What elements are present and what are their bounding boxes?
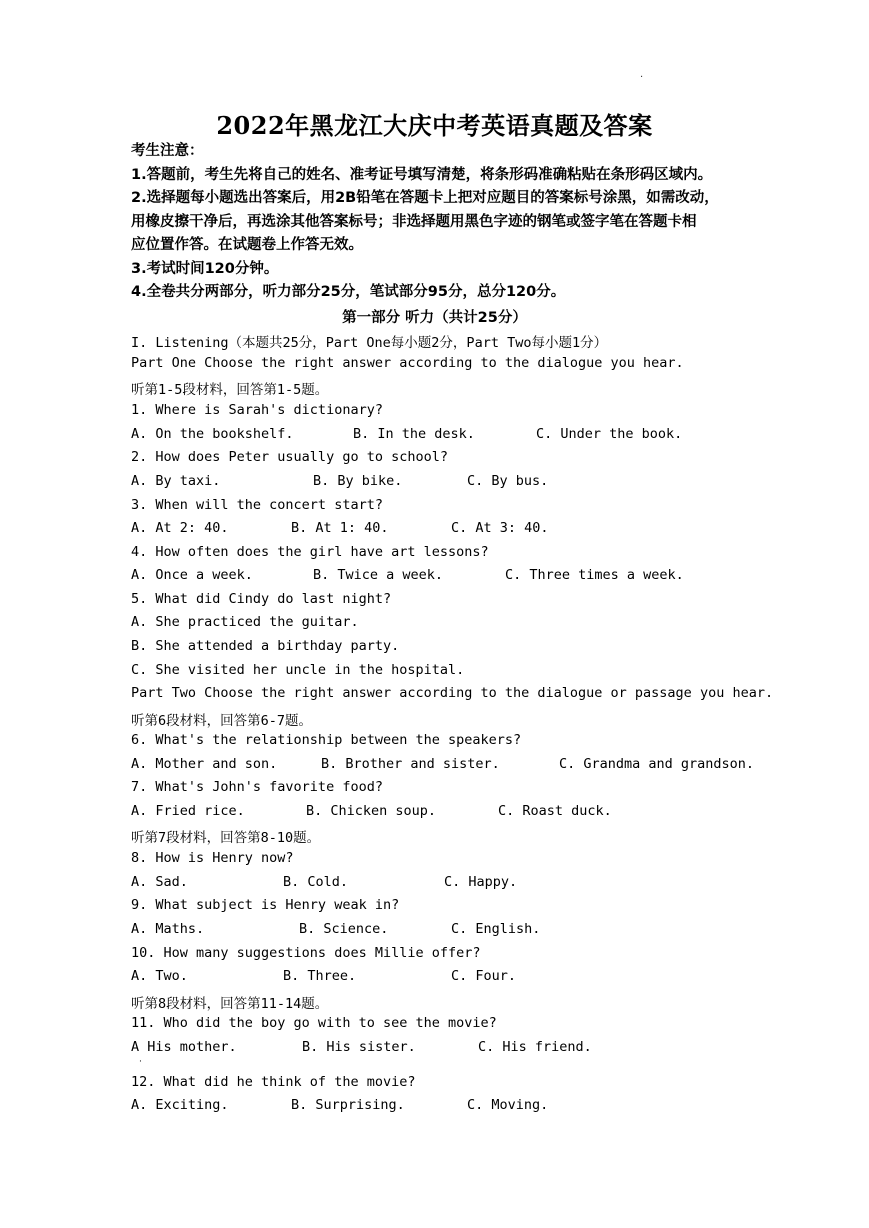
option-a: A. Two.	[131, 968, 188, 984]
option-c: C. By bus.	[467, 473, 549, 489]
option-a: A. Maths.	[131, 921, 205, 937]
question-text: 9. What subject is Henry weak in?	[131, 897, 400, 913]
option-c: C. Three times a week.	[505, 567, 684, 583]
option-a: A. On the bookshelf.	[131, 426, 294, 442]
question-text: 1. Where is Sarah's dictionary?	[131, 402, 383, 418]
option-a: A His mother.	[131, 1039, 237, 1055]
question-text: 4. How often does the girl have art lessons?	[131, 544, 489, 560]
option-c: C. Happy.	[444, 874, 518, 890]
question-text: 7. What's John's favorite food?	[131, 779, 383, 795]
option-a: A. Exciting.	[131, 1097, 229, 1113]
notice-line: 4.全卷共分两部分，听力部分25分，笔试部分95分，总分120分。	[131, 284, 566, 300]
option-c: C. At 3: 40.	[451, 520, 549, 536]
question-text: 11. Who did the boy go with to see the movie?	[131, 1015, 497, 1031]
option-c: C. She visited her uncle in the hospital.	[131, 662, 465, 678]
notice-line: 3.考试时间120分钟。	[131, 260, 279, 277]
option-b: B. In the desk.	[353, 426, 475, 442]
option-a: A. Fried rice.	[131, 803, 245, 819]
question-text: 8. How is Henry now?	[131, 850, 294, 866]
segment-instruction: 听第6段材料，回答第6-7题。	[131, 713, 313, 729]
part-two-instruction: Part Two Choose the right answer according to the dialogue or passage you hear.	[131, 685, 774, 701]
option-c: C. Grandma and grandson.	[559, 756, 755, 772]
notice-heading: 考生注意：	[131, 143, 204, 159]
option-a: A. Sad.	[131, 874, 188, 890]
option-b: B. Science.	[299, 921, 389, 937]
option-a: A. Mother and son.	[131, 756, 278, 772]
question-text: 5. What did Cindy do last night?	[131, 591, 392, 607]
page-mark: ·	[640, 72, 644, 83]
question-text: 12. What did he think of the movie?	[131, 1074, 416, 1090]
notice-line: 1.答题前，考生先将自己的姓名、准考证号填写清楚，将条形码准确粘贴在条形码区域内。	[131, 166, 713, 183]
option-a: A. By taxi.	[131, 473, 221, 489]
option-c: C. Roast duck.	[498, 803, 612, 819]
option-a: A. She practiced the guitar.	[131, 614, 359, 630]
option-a: A. At 2: 40.	[131, 520, 229, 536]
option-b: B. Brother and sister.	[321, 756, 500, 772]
notice-line: 2.选择题每小题选出答案后，用2B铅笔在答题卡上把对应题目的答案标号涂黑，如需改动，	[131, 190, 719, 206]
stray-mark: ·	[139, 1057, 142, 1067]
option-b: B. Surprising.	[291, 1097, 405, 1113]
part-one-instruction: Part One Choose the right answer according to the dialogue you hear.	[131, 355, 684, 371]
option-b: B. Three.	[283, 968, 357, 984]
segment-instruction: 听第1-5段材料，回答第1-5题。	[131, 382, 329, 398]
page-title: 2022年黑龙江大庆中考英语真题及答案	[216, 111, 653, 140]
question-text: 10. How many suggestions does Millie offer?	[131, 945, 481, 961]
option-c: C. His friend.	[478, 1039, 592, 1055]
notice-line: 用橡皮擦干净后，再选涂其他答案标号；非选择题用黑色字迹的钢笔或签字笔在答题卡相	[131, 213, 697, 230]
question-text: 3. When will the concert start?	[131, 497, 383, 513]
option-b: B. His sister.	[302, 1039, 416, 1055]
option-c: C. Moving.	[467, 1097, 549, 1113]
option-b: B. Chicken soup.	[306, 803, 437, 819]
question-text: 2. How does Peter usually go to school?	[131, 449, 448, 465]
question-text: 6. What's the relationship between the speakers?	[131, 732, 522, 748]
option-c: C. Four.	[451, 968, 517, 984]
segment-instruction: 听第8段材料，回答第11-14题。	[131, 996, 329, 1012]
option-c: C. Under the book.	[536, 426, 683, 442]
segment-instruction: 听第7段材料，回答第8-10题。	[131, 830, 321, 846]
exam-notice	[131, 140, 751, 305]
option-b: B. Twice a week.	[313, 567, 444, 583]
listening-intro: I. Listening（本题共25分，Part One每小题2分，Part Two每小题1分）	[131, 335, 608, 351]
option-b: B. She attended a birthday party.	[131, 638, 400, 654]
option-a: A. Once a week.	[131, 567, 253, 583]
section-heading: 第一部分 听力（共计25分）	[342, 310, 527, 326]
option-b: B. Cold.	[283, 874, 349, 890]
option-b: B. At 1: 40.	[291, 520, 389, 536]
option-b: B. By bike.	[313, 473, 403, 489]
option-c: C. English.	[451, 921, 541, 937]
notice-line: 应位置作答。在试题卷上作答无效。	[131, 237, 363, 253]
